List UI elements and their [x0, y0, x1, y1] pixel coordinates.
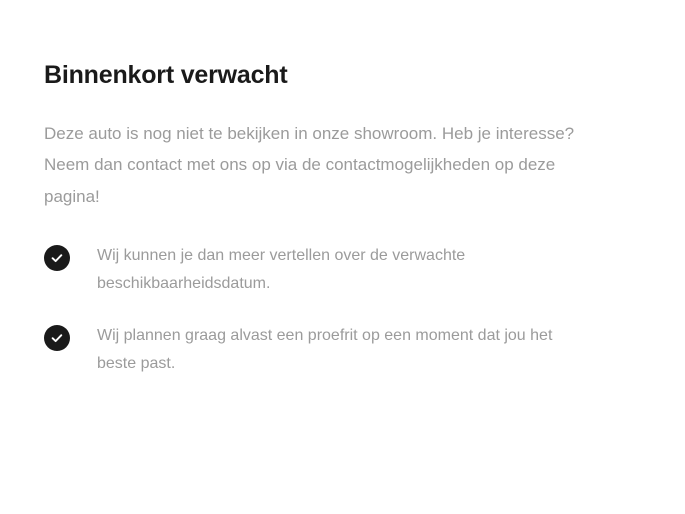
page-title: Binnenkort verwacht — [44, 61, 288, 89]
list-item-label: Wij kunnen je dan meer vertellen over de verwachte beschikbaarheidsdatum. — [97, 247, 466, 293]
intro-text: Deze auto is nog niet te bekijken in onze showroom. Heb je interesse? Neem dan contact met ons op via de contactmogelijkheden op deze pagina! — [44, 124, 575, 206]
intro-paragraph — [44, 118, 604, 212]
list-item — [44, 242, 641, 298]
list-item-label: Wij plannen graag alvast een proefrit op een moment dat jou het beste past. — [97, 327, 553, 373]
check-circle-icon — [44, 325, 70, 351]
list-item — [44, 322, 641, 378]
benefits-list — [44, 242, 641, 378]
check-circle-icon — [44, 245, 70, 271]
